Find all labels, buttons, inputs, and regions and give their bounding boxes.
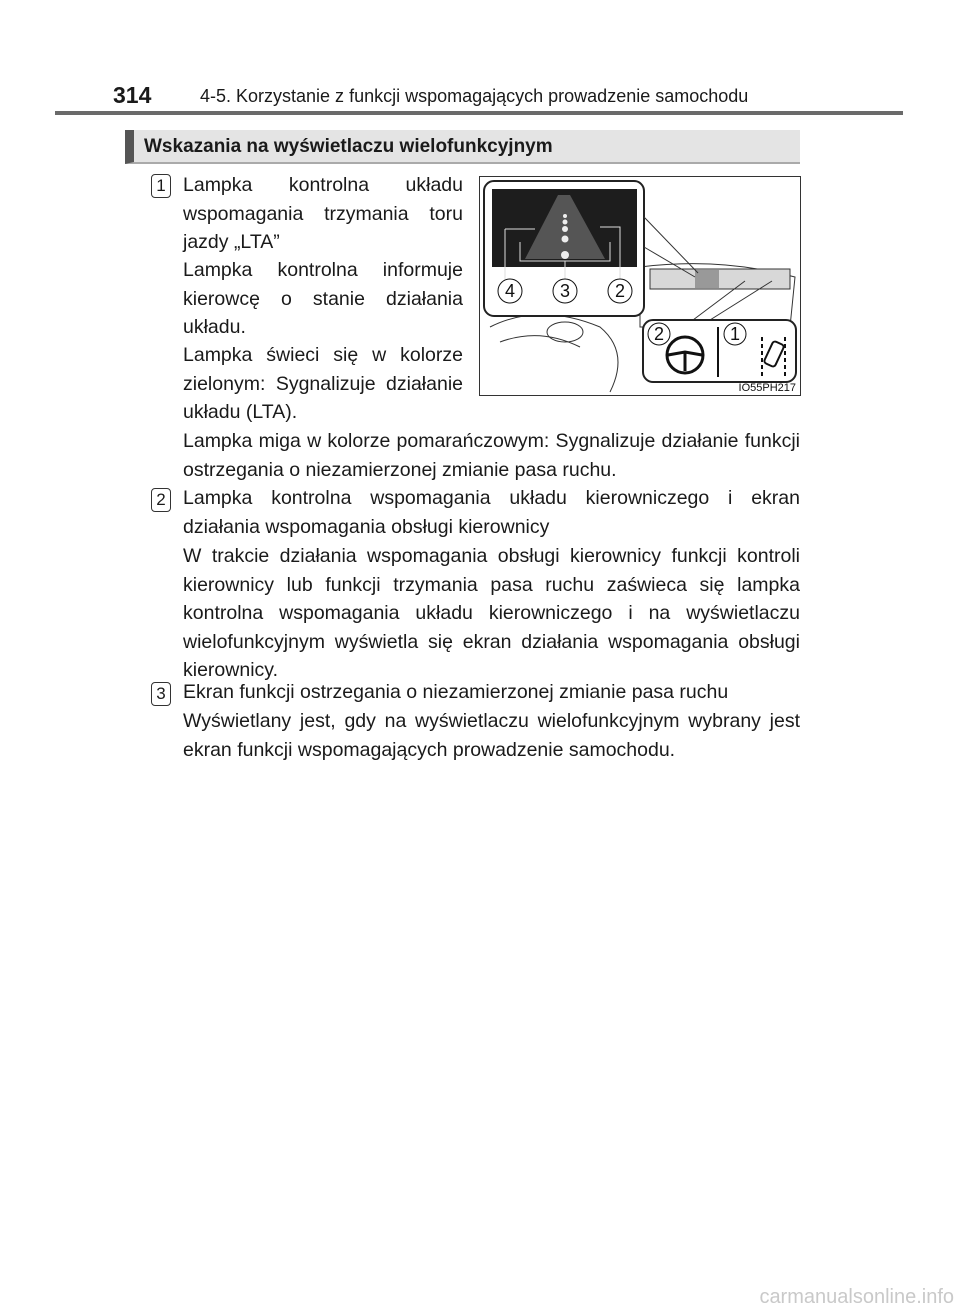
- item-1-para-1: Lampka kontrolna informuje kierowcę o stanie działania układu.: [183, 259, 463, 339]
- header-rule: [55, 111, 903, 115]
- item-1-title: Lampka kontrolna układu wspomagania trzymania toru jazdy „LTA”: [183, 174, 463, 254]
- callout-4: 4: [504, 281, 516, 301]
- dashboard-illustration: [479, 176, 801, 396]
- callout-3: 3: [559, 281, 571, 301]
- item-3-title: Ekran funkcji ostrzegania o niezamierzonej zmianie pasa ruchu: [183, 681, 729, 703]
- item-2-para-1: W trakcie działania wspomagania obsługi kierownicy funkcji kontroli kierownicy lub funkcji trzymania pasa ruchu zaświeca się lampka kontrolna wspomagania układu kierowniczego i na wyświetlaczu wielofunkcyjnym wyświetla się ekran działania wspomagania obsługi kierownicy.: [183, 545, 800, 682]
- page-number: 314: [113, 82, 152, 108]
- item-1-para-2: Lampka świeci się w kolorze zielonym: Sygnalizuje działanie układu (LTA).: [183, 344, 463, 424]
- section-heading: [125, 130, 800, 164]
- item-3-para-1: Wyświetlany jest, gdy na wyświetlaczu wielofunkcyjnym wybrany jest ekran funkcji wspomagających prowadzenie samochodu.: [183, 710, 800, 761]
- section-title: Wskazania na wyświetlaczu wielofunkcyjnym: [144, 136, 553, 157]
- item-2-title: Lampka kontrolna wspomagania układu kierowniczego i ekran działania wspomagania obsługi kierownicy: [183, 487, 800, 538]
- item-number-3: 3: [151, 682, 171, 706]
- item-number-2: 2: [151, 488, 171, 512]
- item-1-para-3: Lampka miga w kolorze pomarańczowym: Sygnalizuje działanie funkcji ostrzegania o niezamierzonej zmianie pasa ruchu.: [183, 430, 800, 481]
- callout-bottom-2: 2: [653, 324, 665, 344]
- watermark: carmanualsonline.info: [759, 1286, 954, 1308]
- callout-2: 2: [614, 281, 626, 301]
- item-number-1: 1: [151, 174, 171, 198]
- callout-bottom-1: 1: [729, 324, 741, 344]
- chapter-title: 4-5. Korzystanie z funkcji wspomagających prowadzenie samochodu: [200, 86, 749, 106]
- figure-code: IO55PH217: [738, 382, 796, 394]
